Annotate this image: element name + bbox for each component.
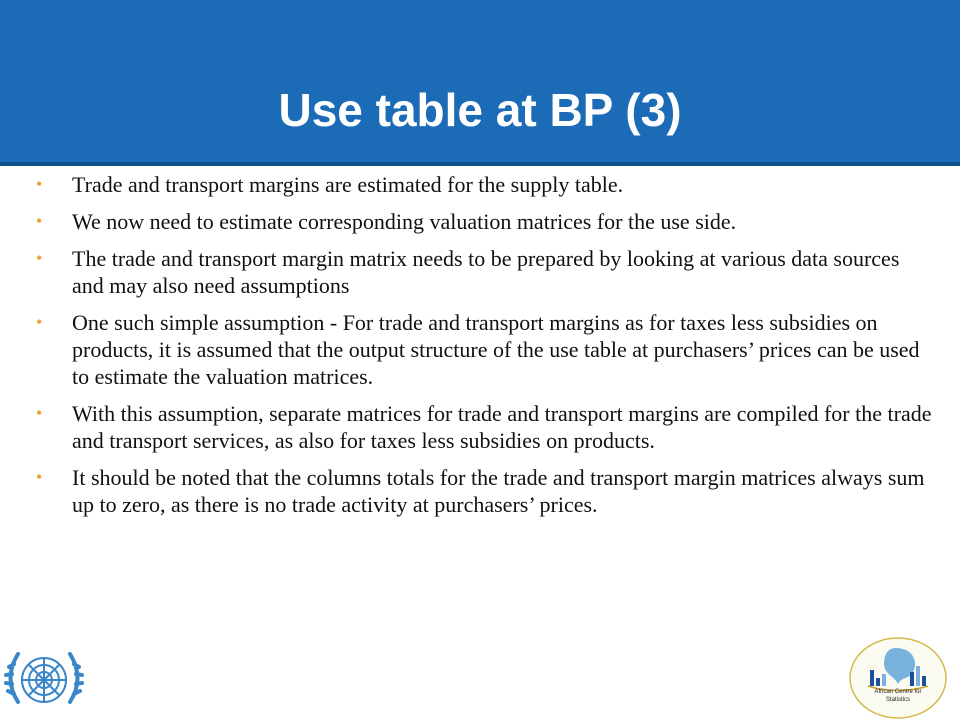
bullet-icon: • (36, 467, 43, 487)
bullet-text: One such simple assumption - For trade and transport margins as for taxes less subsidies on products, it is assumed that the output structure of the use table at purchasers’ prices can be used to estimate the valuation matrices. (72, 310, 920, 389)
acs-logo-icon (848, 636, 948, 720)
bullet-item (34, 464, 934, 518)
acs-caption-line: African Centre for (874, 689, 922, 695)
bullet-item (34, 208, 934, 235)
bullet-item (34, 400, 934, 454)
bullet-item (34, 309, 934, 390)
banner-divider (0, 162, 960, 166)
acs-caption-line: Statistics (885, 697, 910, 703)
acs-caption (848, 688, 948, 704)
bullet-text: Trade and transport margins are estimated for the supply table. (72, 172, 624, 197)
un-emblem-icon (4, 642, 84, 720)
slide-title: Use table at BP (3) (278, 84, 682, 136)
bullet-text: We now need to estimate corresponding valuation matrices for the use side. (72, 209, 737, 234)
bullet-icon: • (36, 211, 43, 231)
bullet-icon: • (36, 403, 43, 423)
bullet-icon: • (36, 248, 43, 268)
bullet-item (34, 245, 934, 299)
bullet-text: With this assumption, separate matrices for trade and transport margins are compiled for the trade and transport services, as also for taxes less subsidies on products. (72, 401, 932, 453)
bullet-text: The trade and transport margin matrix needs to be prepared by looking at various data sources and may also need assumptions (72, 246, 900, 298)
bullet-text: It should be noted that the columns totals for the trade and transport margin matrices always sum up to zero, as there is no trade activity at purchasers’ prices. (72, 465, 925, 517)
bullet-list (34, 171, 934, 528)
bullet-icon: • (36, 174, 43, 194)
bullet-item (34, 171, 934, 198)
bullet-icon: • (36, 312, 43, 332)
